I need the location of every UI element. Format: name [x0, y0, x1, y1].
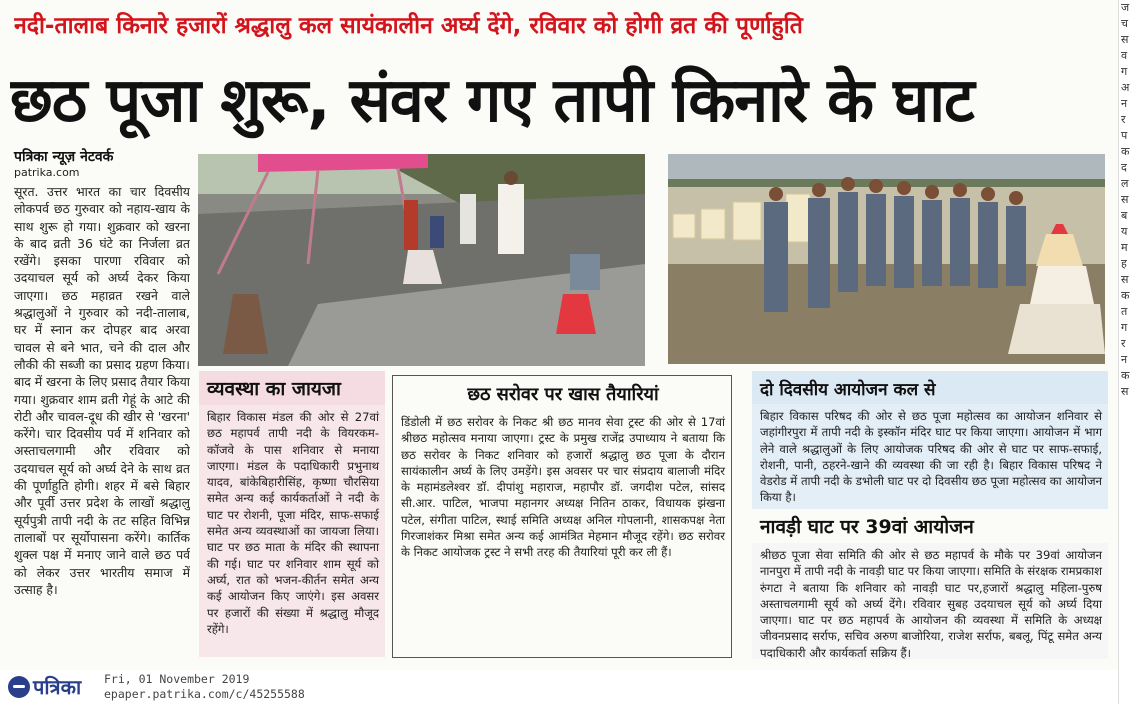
box-sarovar-body: डिंडोली में छठ सरोवर के निकट श्री छठ मानव सेवा ट्रस्ट की ओर से 17वां श्रीछठ महोत्सव मनाया जाएगा। ट्रस्ट के प्रमुख राजेंद्र उपाध्याय ने बताया कि छठ सरोवर के निकट शनिवार को हजारों श्रद्धालु छठ पूजा के दौरान सायंकालीन अर्घ्य के लिए उमड़ेंगे। इस अवसर पर चार संप्रदाय बालाजी मंदिर के महामंडलेश्वर डॉ. दीपांशु महाराज, महापौर डॉ. जगदीश पटेल, सांसद सी.आर. पाटिल, भाजपा महानगर अध्यक्ष नितिन ठाकर, विधायक झंखना पटेल, संगीता पाटिल, स्थाई समिति अध्यक्ष अनिल गोपलानी, शासकपक्ष नेता गिरजाशंकर मिश्रा समेत अन्य कई आमंत्रित मेहमान मौजूद रहेंगे। छठ सरोवर के निकट आयोजक ट्रस्ट ने सभी तरह की तैयारियां पूरी कर ली हैं।: [401, 415, 725, 560]
strip-char: म: [1121, 241, 1128, 254]
strip-char: प: [1121, 129, 1128, 142]
ghat-photo-left: [198, 154, 645, 366]
strip-char: स: [1121, 193, 1129, 206]
strip-char: त: [1121, 305, 1128, 318]
main-story-text: सूरत. उत्तर भारत का चार दिवसीय लोकपर्व छठ गुरुवार को नहाय-खाय के साथ शुरू हो गया। शुक्रवार को खरना के बाद व्रती 36 घंटे का निर्जला व्रत रखेंगे। इसका पारणा रविवार को उदयाचल सूर्य को अर्घ्य देकर किया जाएगा। छठ महाव्रत रखने वाले श्रद्धालुओं ने गुरुवार को नदी-तालाब, घर में स्नान कर दोपहर बाद अरवा चावल से बने भात, चने की दाल और लौकी की सब्जी का प्रसाद ग्रहण किया। बाद में खरना के लिए प्रसाद तैयार किया गया। शुक्रवार शाम व्रती गेहूं के आटे की रोटी और चावल-दूध की खीर से 'खरना' करेंगे। चार दिवसीय पर्व में शनिवार को अस्ताचलगामी और रविवार को उदयाचल सूर्य को अर्घ्य देने के साथ व्रत की पूर्णाहुति होगी। शहर में बसे बिहार और पूर्वी उत्तर प्रदेश के लाखों श्रद्धालु सूर्यपुत्री तापी नदी के तट सहित विभिन्न तालाबों पर सूर्योपासना करेंगे। कार्तिक शुक्ल पक्ष में मनाए जाने वाले छठ पर्व को लेकर उत्तर भारतीय समाज में उत्साह है।: [14, 184, 190, 597]
box-navdi-heading: नावड़ी घाट पर 39वां आयोजन: [760, 516, 974, 538]
strip-char: ग: [1121, 321, 1128, 334]
edition-date: Fri, 01 November 2019: [104, 672, 250, 686]
box-do-divasiya-body: बिहार विकास परिषद की ओर से छठ पूजा महोत्सव का आयोजन शनिवार से जहांगीरपुरा में तापी नदी के इस्कॉन मंदिर घाट पर किया जाएगा। आयोजन में भाग लेने वाले श्रद्धालुओं के लिए आयोजक परिषद की ओर से घाट पर साफ-सफाई, रोशनी, पानी, ठहरने-खाने की व्यवस्था की जा रही है। बिहार विकास परिषद ने वेडरोड में तापी नदी के डभोली घाट पर दो दिवसीय छठ पूजा महोत्सव का आयोजन किया है।: [752, 404, 1108, 509]
box-sarovar: [392, 375, 732, 658]
box-navdi-body: श्रीछठ पूजा सेवा समिति की ओर से छठ महापर्व के मौके पर 39वां आयोजन नानपुरा में तापी नदी के नावड़ी घाट पर किया जाएगा। समिति के संरक्षक रामप्रकाश रुंगटा ने बताया कि शनिवार को नावड़ी घाट पर,हजारों श्रद्धालु महिला-पुरुष अस्ताचलगामी सूर्य को अर्घ्य देंगे। रविवार सुबह उदयाचल सूर्य को अर्घ्य दिया जाएगा। घाट पर छठ महापर्व के आयोजन की व्यवस्था में समिति के अध्यक्ष जीवनप्रसाद सर्राफ, सचिव अरुण बाजोरिया, राजेश सर्राफ, बबलू, पिंटू समेत अन्य पदाधिकारी और कार्यकर्ता सक्रिय हैं।: [752, 543, 1108, 659]
strip-char: ज: [1121, 1, 1130, 14]
kicker-headline: नदी-तालाब किनारे हजारों श्रद्धालु कल सायंकालीन अर्घ्य देंगे, रविवार को होगी व्रत की पूर्णाहुति: [14, 13, 803, 39]
patrika-logo-icon[interactable]: [8, 676, 30, 698]
strip-char: च: [1121, 17, 1128, 30]
strip-char: र: [1121, 113, 1126, 126]
box-navdi: [752, 509, 1108, 659]
strip-char: व: [1121, 49, 1128, 62]
strip-char: स: [1121, 273, 1129, 286]
strip-char: क: [1121, 145, 1130, 158]
strip-char: य: [1121, 225, 1128, 238]
footer-bar: [0, 670, 1118, 704]
strip-char: न: [1121, 353, 1128, 366]
box-vyavastha: [199, 371, 385, 657]
box-vyavastha-heading: व्यवस्था का जायजा: [199, 371, 385, 405]
strip-char: अ: [1121, 81, 1130, 94]
strip-char: स: [1121, 33, 1129, 46]
byline-url: patrika.com: [14, 166, 80, 179]
strip-char: ह: [1121, 257, 1127, 270]
box-sarovar-heading: छठ सरोवर पर खास तैयारियां: [467, 384, 659, 405]
main-headline: छठ पूजा शुरू, संवर गए तापी किनारे के घाट: [10, 65, 974, 136]
strip-char: ग: [1121, 65, 1128, 78]
strip-char: ल: [1121, 177, 1129, 190]
strip-char: द: [1121, 161, 1127, 174]
strip-char: क: [1121, 369, 1130, 382]
adjacent-page-strip: [1118, 0, 1139, 704]
strip-char: ब: [1121, 209, 1128, 222]
strip-char: न: [1121, 97, 1128, 110]
byline-agency: पत्रिका न्यूज़ नेटवर्क: [14, 149, 114, 165]
strip-char: स: [1121, 385, 1129, 398]
strip-char: क: [1121, 289, 1130, 302]
ghat-photo-right: [668, 154, 1105, 364]
box-do-divasiya-heading: दो दिवसीय आयोजन कल से: [752, 371, 1108, 404]
patrika-logo-text[interactable]: पत्रिका: [33, 675, 82, 699]
strip-char: र: [1121, 337, 1126, 350]
box-vyavastha-body: बिहार विकास मंडल की ओर से 27वां छठ महापर्व तापी नदी के वियरकम-कॉजवे के पास शनिवार से मनाया जाएगा। मंडल के पदाधिकारी प्रभुनाथ यादव, बांकेबिहारीसिंह, कृष्णा चौरसिया समेत अन्य कई कार्यकर्ताओं ने नदी के घाट पर रोशनी, पूजा मंदिर, साफ-सफाई समेत अन्य व्यवस्थाओं का जायजा लिया। घाट पर छठ माता के मंदिर की स्थापना की गई। घाट पर शनिवार शाम सूर्य को अर्घ्य, रात को भजन-कीर्तन समेत अन्य कई आयोजन किए जाएंगे। इस अवसर पर हजारों की संख्या में श्रद्धालु मौजूद रहेंगे।: [199, 405, 385, 657]
epaper-url[interactable]: epaper.patrika.com/c/45255588: [104, 687, 305, 701]
box-do-divasiya: [752, 371, 1108, 509]
